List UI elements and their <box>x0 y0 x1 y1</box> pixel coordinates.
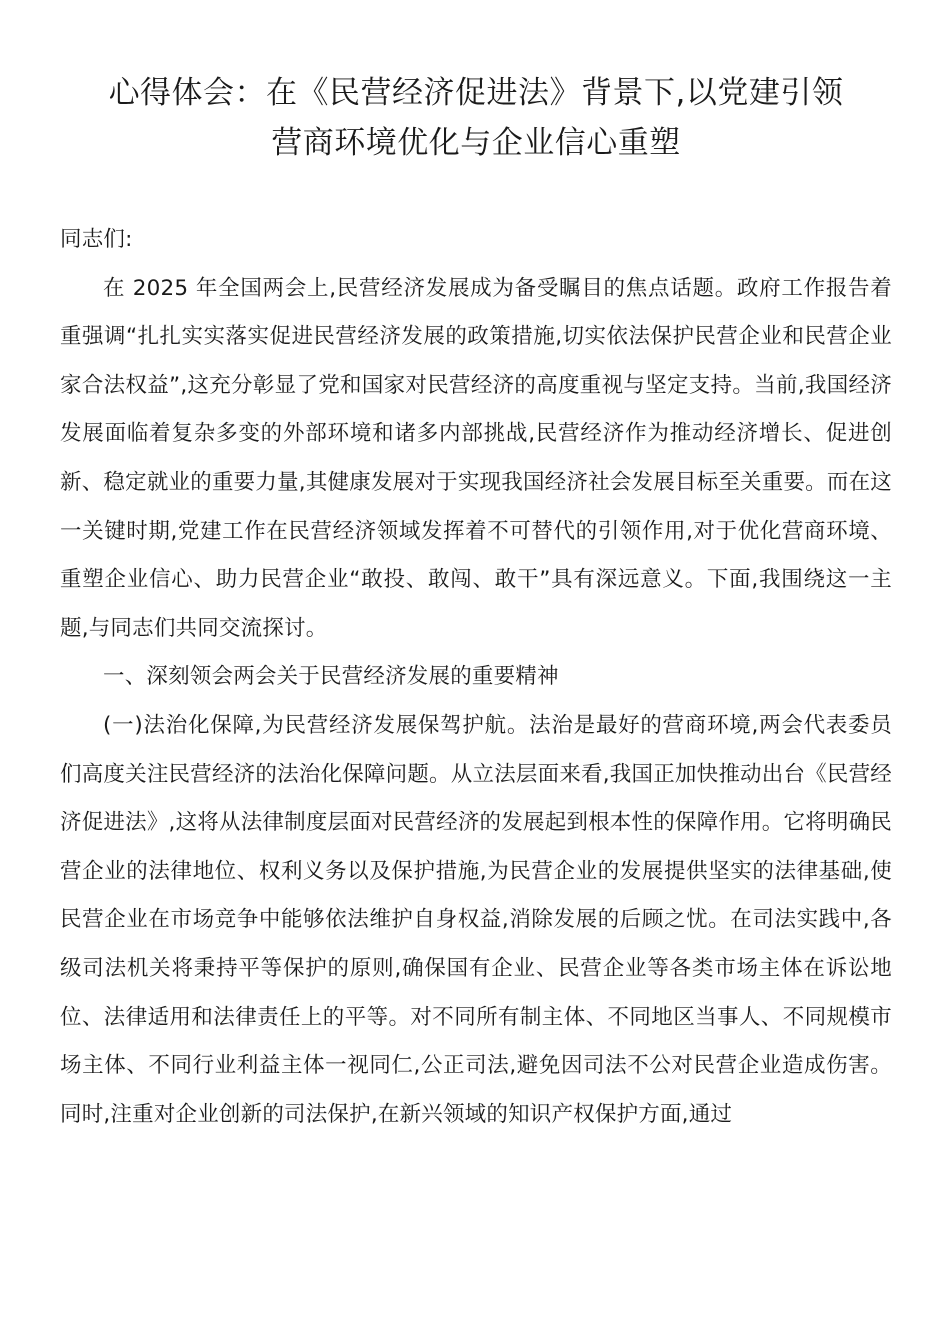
paragraph-intro: 在 2025 年全国两会上,民营经济发展成为备受瞩目的焦点话题。政府工作报告着重强调“扎扎实实落实促进民营经济发展的政策措施,切实依法保护民营企业和民营企业家合法权益”,这充分彰显了党和国家对民营经济的高度重视与坚定支持。当前,我国经济发展面临着复杂多变的外部环境和诸多内部挑战,民营经济作为推动经济增长、促进创新、稳定就业的重要力量,其健康发展对于实现我国经济社会发展目标至关重要。而在这一关键时期,党建工作在民营经济领域发挥着不可替代的引领作用,对于优化营商环境、重塑企业信心、助力民营企业“敢投、敢闯、敢干”具有深远意义。下面,我围绕这一主题,与同志们共同交流探讨。 <box>60 275 892 641</box>
title-line-2: 营商环境优化与企业信心重塑 <box>271 125 681 161</box>
document-page <box>60 68 892 1139</box>
section-heading-1: 一、深刻领会两会关于民营经济发展的重要精神 <box>103 664 559 690</box>
paragraph-legal-guarantee: (一)法治化保障,为民营经济发展保驾护航。法治是最好的营商环境,两会代表委员们高度关注民营经济的法治化保障问题。从立法层面来看,我国正加快推动出台《民营经济促进法》,这将从法律制度层面对民营经济的发展起到根本性的保障作用。它将明确民营企业的法律地位、权利义务以及保护措施,为民营企业的发展提供坚实的法律基础,使民营企业在市场竞争中能够依法维护自身权益,消除发展的后顾之忧。在司法实践中,各级司法机关将秉持平等保护的原则,确保国有企业、民营企业等各类市场主体在诉讼地位、法律适用和法律责任上的平等。对不同所有制主体、不同地区当事人、不同规模市场主体、不同行业利益主体一视同仁,公正司法,避免因司法不公对民营企业造成伤害。同时,注重对企业创新的司法保护,在新兴领域的知识产权保护方面,通过 <box>60 712 892 1127</box>
title-line-1: 心得体会：在《民营经济促进法》背景下,以党建引领 <box>108 75 844 111</box>
document-title <box>60 68 892 168</box>
salutation: 同志们: <box>60 227 133 252</box>
document-body <box>60 216 892 1139</box>
